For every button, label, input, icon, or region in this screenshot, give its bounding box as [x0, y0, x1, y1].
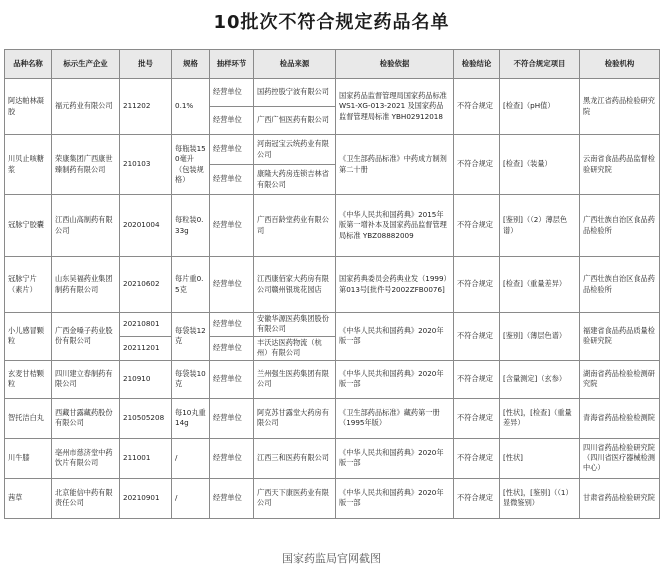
cell-step: 经营单位: [210, 195, 254, 257]
cell-basis: 国家药品监督管理局国家药品标准 WS1-XG-013-2021 及国家药品监督管理局标准 YBH02912018: [336, 79, 454, 135]
cell-agency: 广西壮族自治区食品药品检验所: [580, 257, 660, 313]
image-caption: 国家药监局官网截图: [282, 552, 381, 565]
cell-step: 经营单位: [210, 438, 254, 478]
cell-basis: 《中华人民共和国药典》2015年版第一增补本及国家药品监督管理局标准 YBZ08882009: [336, 195, 454, 257]
cell-maker: 山东吴福药业集团制药有限公司: [52, 257, 120, 313]
cell-batch: 20201004: [120, 195, 172, 257]
cell-step: 经营单位: [210, 107, 254, 135]
cell-maker: 北京能信中药有限责任公司: [52, 478, 120, 518]
table-row: [5, 313, 660, 337]
cell-basis: 《中华人民共和国药典》2020年版一部: [336, 360, 454, 398]
cell-spec: 每瓶装150毫升（包装规格）: [172, 135, 210, 195]
cell-source: 江西三和医药有限公司: [254, 438, 336, 478]
cell-source: 国药控股宁波有限公司: [254, 79, 336, 107]
cell-item: [鉴别]（（2）薄层色谱）: [500, 195, 580, 257]
cell-conclusion: 不符合规定: [454, 79, 500, 135]
cell-step: 经营单位: [210, 135, 254, 165]
col-header-item: 不符合规定项目: [500, 50, 580, 79]
cell-step: 经营单位: [210, 79, 254, 107]
cell-name: 小儿感冒颗粒: [5, 313, 52, 361]
cell-source: 广西广恒医药有限公司: [254, 107, 336, 135]
cell-spec: 每粒装0.33g: [172, 195, 210, 257]
cell-basis: 《中华人民共和国药典》2020年版一部: [336, 438, 454, 478]
cell-source: 安徽华源医药集团股份有限公司: [254, 313, 336, 337]
cell-batch: 20210801: [120, 313, 172, 337]
cell-item: [性状]，[鉴别]（（1）显微鉴别）: [500, 478, 580, 518]
cell-name: 智托洁白丸: [5, 398, 52, 438]
cell-source: 广西天下康医药业有限公司: [254, 478, 336, 518]
cell-spec: /: [172, 438, 210, 478]
cell-name: 川牛膝: [5, 438, 52, 478]
cell-conclusion: 不符合规定: [454, 360, 500, 398]
cell-item: [性状]，[检查]（重量差异）: [500, 398, 580, 438]
cell-name: 冠脉宁片（素片）: [5, 257, 52, 313]
col-header-conclusion: 检验结论: [454, 50, 500, 79]
table-row: [5, 135, 660, 165]
cell-item: [鉴别]（薄层色谱）: [500, 313, 580, 361]
cell-source: 河南冠宝云统药业有限公司: [254, 135, 336, 165]
table-row: [5, 478, 660, 518]
cell-conclusion: 不符合规定: [454, 478, 500, 518]
table-row: [5, 79, 660, 107]
cell-source: 丰沃达医药物流（杭州）有限公司: [254, 336, 336, 360]
cell-step: 经营单位: [210, 313, 254, 337]
cell-step: 经营单位: [210, 360, 254, 398]
cell-step: 经营单位: [210, 478, 254, 518]
cell-basis: 《中华人民共和国药典》2020年版一部: [336, 313, 454, 361]
cell-spec: 每10丸重14g: [172, 398, 210, 438]
cell-name: 川贝止咳糖浆: [5, 135, 52, 195]
cell-name: 玄麦甘桔颗粒: [5, 360, 52, 398]
col-header-name: 品种名称: [5, 50, 52, 79]
cell-batch: 20210901: [120, 478, 172, 518]
cell-item: [检查]（重量差异）: [500, 257, 580, 313]
cell-maker: 西藏甘露藏药股份有限公司: [52, 398, 120, 438]
cell-batch: 211202: [120, 79, 172, 135]
cell-item: [检查]（pH值）: [500, 79, 580, 135]
table-row: [5, 257, 660, 313]
cell-basis: 《中华人民共和国药典》2020年版一部: [336, 478, 454, 518]
cell-agency: 四川省药品检验研究院（四川省医疗器械检测中心）: [580, 438, 660, 478]
cell-item: [含量测定]（玄参）: [500, 360, 580, 398]
cell-basis: 《卫生部药品标准》藏药第一册（1995年版）: [336, 398, 454, 438]
cell-name: 茜草: [5, 478, 52, 518]
cell-spec: 每片重0.5克: [172, 257, 210, 313]
col-header-source: 检品来源: [254, 50, 336, 79]
cell-maker: 江西山高制药有限公司: [52, 195, 120, 257]
cell-step: 经营单位: [210, 398, 254, 438]
cell-batch: 210103: [120, 135, 172, 195]
cell-maker: 福元药业有限公司: [52, 79, 120, 135]
cell-batch: 210505208: [120, 398, 172, 438]
cell-batch: 20210602: [120, 257, 172, 313]
cell-spec: 每袋装12克: [172, 313, 210, 361]
cell-spec: 每袋装10克: [172, 360, 210, 398]
col-header-maker: 标示生产企业: [52, 50, 120, 79]
table-header-row: [5, 50, 660, 79]
cell-maker: 广西金嗓子药业股份有限公司: [52, 313, 120, 361]
col-header-batch: 批号: [120, 50, 172, 79]
cell-agency: 云南省食品药品监督检验研究院: [580, 135, 660, 195]
cell-agency: 湖南省药品检验检测研究院: [580, 360, 660, 398]
cell-conclusion: 不符合规定: [454, 135, 500, 195]
cell-basis: 《卫生部药品标准》中药成方制剂第二十册: [336, 135, 454, 195]
col-header-step: 抽样环节: [210, 50, 254, 79]
cell-step: 经营单位: [210, 336, 254, 360]
cell-name: 冠脉宁胶囊: [5, 195, 52, 257]
col-header-spec: 规格: [172, 50, 210, 79]
cell-maker: 四川建立春制药有限公司: [52, 360, 120, 398]
cell-step: 经营单位: [210, 165, 254, 195]
cell-source: 江西康佰家大药房有限公司赣州银珑花园店: [254, 257, 336, 313]
cell-agency: 黑龙江省药品检验研究院: [580, 79, 660, 135]
cell-source: 康隆大药房连锁吉林省有限公司: [254, 165, 336, 195]
col-header-agency: 检验机构: [580, 50, 660, 79]
cell-maker: 荣康集团广西康世臻制药有限公司: [52, 135, 120, 195]
cell-conclusion: 不符合规定: [454, 438, 500, 478]
cell-item: [检查]（装量）: [500, 135, 580, 195]
col-header-basis: 检验依据: [336, 50, 454, 79]
cell-conclusion: 不符合规定: [454, 195, 500, 257]
cell-agency: 甘肃省药品检验研究院: [580, 478, 660, 518]
cell-source: 兰州强生医药集团有限公司: [254, 360, 336, 398]
cell-conclusion: 不符合规定: [454, 313, 500, 361]
cell-agency: 广西壮族自治区食品药品检验所: [580, 195, 660, 257]
drug-table: [4, 49, 660, 519]
cell-spec: /: [172, 478, 210, 518]
cell-source: 阿克苏甘露堂大药房有限公司: [254, 398, 336, 438]
cell-batch: 20211201: [120, 336, 172, 360]
cell-conclusion: 不符合规定: [454, 398, 500, 438]
cell-agency: 青海省药品检验检测院: [580, 398, 660, 438]
cell-name: 阿达帕林凝胶: [5, 79, 52, 135]
cell-agency: 福建省食品药品质量检验研究院: [580, 313, 660, 361]
cell-spec: 0.1%: [172, 79, 210, 135]
cell-batch: 210910: [120, 360, 172, 398]
table-row: [5, 360, 660, 398]
table-row: [5, 195, 660, 257]
table-row: [5, 438, 660, 478]
cell-basis: 国家药典委员会药典业发（1999）第013号[批件号2002ZFB0076]: [336, 257, 454, 313]
cell-maker: 亳州市慈济堂中药饮片有限公司: [52, 438, 120, 478]
cell-step: 经营单位: [210, 257, 254, 313]
cell-item: [性状]: [500, 438, 580, 478]
cell-batch: 211001: [120, 438, 172, 478]
cell-source: 广西百龄堂药业有限公司: [254, 195, 336, 257]
cell-conclusion: 不符合规定: [454, 257, 500, 313]
table-row: [5, 398, 660, 438]
page-title: 10批次不符合规定药品名单: [213, 12, 450, 33]
